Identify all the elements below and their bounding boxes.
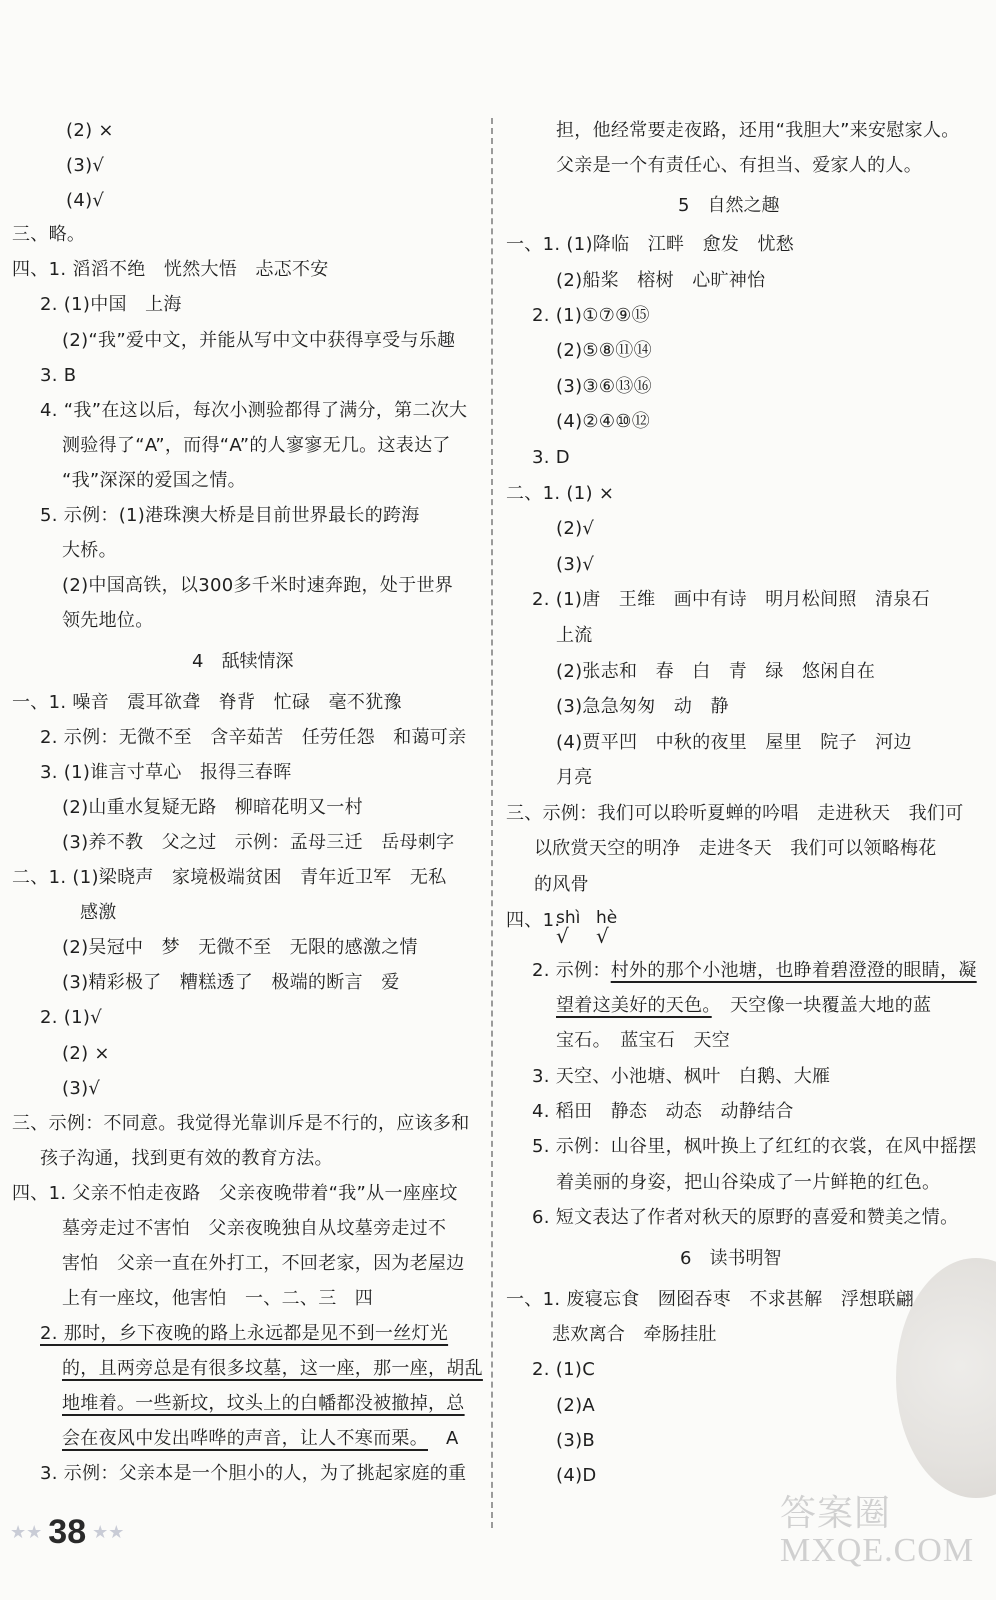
answer-line-right-31: 悲欢离合 牵肠挂肚 [552,1324,717,1345]
answer-line-right-29: 6. 短文表达了作者对秋天的原野的喜爱和赞美之情。 [532,1207,959,1228]
watermark-line2: MXQE.COM [780,1532,975,1569]
answer-line-right-23: 望着这美好的天色。 天空像一块覆盖大地的蓝 [556,995,932,1016]
section-heading-5: 5 自然之趣 [678,195,780,216]
star-decoration-right: ★★ [92,1521,125,1543]
answer-line-left-36: 会在夜风中发出哗哗的声音，让人不寒而栗。 [62,1428,428,1449]
answer-line-right-26: 4. 稻田 静态 动态 动静结合 [532,1101,794,1122]
answer-line-left-21: 感激 [80,902,117,923]
answer-line-right-21: 四、1. [506,910,561,931]
answer-line-left-15: 一、1. 噪音 震耳欲聋 脊背 忙碌 毫不犹豫 [12,692,402,713]
answer-line-left-23: (3)精彩极了 糟糕透了 极端的断言 爱 [62,972,400,993]
answer-line-right-7: (4)②④⑩⑫ [556,411,651,432]
answer-line-right-10: (2)√ [556,518,595,539]
underlined-answer: 望着这美好的天色。 [556,995,712,1016]
underlined-answer: 村外的那个小池塘，也睁着碧澄澄的眼睛，凝 [610,960,977,981]
answer-line-right-0: 担，他经常要走夜路，还用“我胆大”来安慰家人。 [556,120,960,141]
answer-line-right-1: 父亲是一个有责任心、有担当、爱家人的人。 [556,155,922,176]
answer-line-left-20: 二、1. (1)梁晓声 家境极端贫困 青年近卫军 无私 [12,867,447,888]
answer-mark-0: A [446,1428,459,1449]
check-mark-icon: √ [596,924,609,948]
answer-line-right-9: 二、1. (1) × [506,483,615,504]
answer-line-left-13: (2)中国高铁，以300多千米时速奔跑，处于世界 [62,575,454,596]
answer-line-left-28: 孩子沟通，找到更有效的教育方法。 [40,1148,333,1169]
answer-line-left-19: (3)养不教 父之过 示例：孟母三迁 岳母刺字 [62,832,455,853]
section-heading-4: 4 舐犊情深 [192,651,294,672]
answer-line-right-14: (2)张志和 春 白 青 绿 悠闲自在 [556,661,876,682]
answer-line-right-28: 着美丽的身姿，把山谷染成了一片鲜艳的红色。 [556,1172,941,1193]
answer-line-left-22: (2)吴冠中 梦 无微不至 无限的感激之情 [62,937,418,958]
answer-line-right-2: 一、1. (1)降临 江畔 愈发 忧愁 [506,234,795,255]
page-number: 38 [48,1512,87,1551]
answer-line-right-32: 2. (1)C [532,1359,596,1380]
answer-line-left-7: 3. B [40,365,77,386]
answer-line-left-34: 的，且两旁总是有很多坟墓，这一座，那一座，胡乱 [62,1358,483,1379]
section-heading-6: 6 读书明智 [680,1248,782,1269]
answer-line-left-10: “我”深深的爱国之情。 [62,470,246,491]
answer-line-right-30: 一、1. 废寝忘食 囫囵吞枣 不求甚解 浮想联翩 [506,1289,915,1310]
watermark-line1: 答案圈 [780,1493,892,1533]
answer-line-right-5: (2)⑤⑧⑪⑭ [556,340,652,361]
answer-line-right-22: 2. 示例：村外的那个小池塘，也睁着碧澄澄的眼睛，凝 [532,960,977,981]
answer-line-left-4: 四、1. 滔滔不绝 恍然大悟 忐忑不安 [12,259,329,280]
answer-line-right-24: 宝石。 蓝宝石 天空 [556,1030,730,1051]
answer-line-right-17: 月亮 [556,767,593,788]
page-footer [10,1512,124,1552]
answer-line-left-17: 3. (1)谁言寸草心 报得三春晖 [40,762,292,783]
answer-line-left-14: 领先地位。 [62,610,154,631]
answer-line-left-26: (3)√ [62,1078,101,1099]
answer-line-left-25: (2) × [62,1043,110,1064]
answer-line-right-11: (3)√ [556,554,595,575]
answer-line-left-37: 3. 示例：父亲本是一个胆小的人，为了挑起家庭的重 [40,1463,467,1484]
answer-line-right-12: 2. (1)唐 王维 画中有诗 明月松间照 清泉石 [532,589,930,610]
answer-line-left-6: (2)“我”爱中文，并能从写中文中获得享受与乐趣 [62,330,456,351]
answer-line-left-12: 大桥。 [62,540,117,561]
answer-line-right-3: (2)船桨 榕树 心旷神怡 [556,270,766,291]
answer-line-right-16: (4)贾平凹 中秋的夜里 屋里 院子 河边 [556,732,912,753]
answer-line-left-3: 三、略。 [12,224,86,245]
answer-line-right-19: 以欣赏天空的明净 走进冬天 我们可以领略梅花 [534,838,937,859]
answer-line-right-27: 5. 示例：山谷里，枫叶换上了红红的衣裳，在风中摇摆 [532,1136,977,1157]
answer-line-left-29: 四、1. 父亲不怕走夜路 父亲夜晚带着“我”从一座座坟 [12,1183,458,1204]
answer-line-right-8: 3. D [532,447,570,468]
pinyin-0: shì [556,908,581,928]
answer-line-right-18: 三、示例：我们可以聆听夏蝉的吟唱 走进秋天 我们可 [506,803,964,824]
answer-line-right-33: (2)A [556,1395,596,1416]
answer-line-left-18: (2)山重水复疑无路 柳暗花明又一村 [62,797,363,818]
answer-line-left-9: 测验得了“A”，而得“A”的人寥寥无几。这表达了 [62,435,451,456]
site-watermark [780,1494,974,1570]
answer-line-left-16: 2. 示例：无微不至 含辛茹苦 任劳任怨 和蔼可亲 [40,727,467,748]
answer-line-left-27: 三、示例：不同意。我觉得光靠训斥是不行的，应该多和 [12,1113,470,1134]
star-decoration-left: ★★ [10,1521,43,1543]
answer-line-left-0: (2) × [66,120,114,141]
answer-line-left-32: 上有一座坟，他害怕 一、二、三 四 [62,1288,374,1309]
answer-line-left-5: 2. (1)中国 上海 [40,294,182,315]
answer-line-right-25: 3. 天空、小池塘、枫叶 白鹅、大雁 [532,1066,831,1087]
column-divider [491,118,493,1528]
answer-line-right-35: (4)D [556,1465,597,1486]
answer-line-right-15: (3)急急匆匆 动 静 [556,696,729,717]
answer-line-right-20: 的风骨 [534,874,589,895]
answer-line-left-8: 4. “我”在这以后，每次小测验都得了满分，第二次大 [40,400,468,421]
answer-line-left-30: 墓旁走过不害怕 父亲夜晚独自从坟墓旁走过不 [62,1218,447,1239]
answer-line-left-33: 2. 那时，乡下夜晚的路上永远都是见不到一丝灯光 [40,1323,449,1344]
answer-line-right-34: (3)B [556,1430,596,1451]
answer-line-left-35: 地堆着。一些新坟，坟头上的白幡都没被撤掉，总 [62,1393,465,1414]
answer-line-left-1: (3)√ [66,155,105,176]
answer-line-right-6: (3)③⑥⑬⑯ [556,376,652,397]
answer-line-left-24: 2. (1)√ [40,1007,102,1028]
check-mark-icon: √ [556,924,569,948]
answer-line-left-2: (4)√ [66,190,105,211]
answer-line-left-11: 5. 示例：(1)港珠澳大桥是目前世界最长的跨海 [40,505,420,526]
answer-line-right-4: 2. (1)①⑦⑨⑮ [532,305,650,326]
answer-line-right-13: 上流 [556,625,593,646]
pinyin-1: hè [596,908,618,928]
answer-line-left-31: 害怕 父亲一直在外打工，不回老家，因为老屋边 [62,1253,465,1274]
